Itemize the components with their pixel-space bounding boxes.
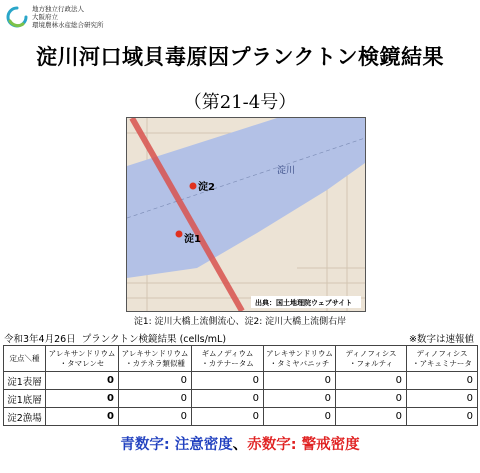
results-meta [4, 331, 226, 345]
sampling-map [126, 117, 366, 312]
species-name-line1: アレキサンドリウム [121, 348, 189, 358]
marker-yodo2-label: 淀2 [198, 182, 215, 193]
alert-density-label: 赤数字: 警戒密度 [247, 437, 360, 453]
species-name-line2: ・アキュミナータ [412, 358, 472, 368]
page-title: 淀川河口域貝毒原因プランクトン検鏡結果 [35, 45, 445, 69]
cell-count: 0 [407, 390, 478, 408]
species-header [407, 346, 478, 372]
table-body [4, 372, 478, 426]
station-label: 淀2漁場 [4, 408, 46, 426]
cell-count: 0 [46, 390, 119, 408]
table-row [4, 372, 478, 390]
cell-count: 0 [264, 372, 336, 390]
species-name-line1: アレキサンドリウム [48, 348, 116, 358]
org-line-2: 大阪府立 [32, 13, 58, 22]
species-header [119, 346, 192, 372]
cell-count: 0 [407, 408, 478, 426]
species-name-line1: ディノフィシス [416, 348, 468, 358]
cell-count: 0 [46, 408, 119, 426]
corner-header: 定点＼種 [4, 346, 46, 372]
species-name-line1: ギムノディウム [201, 348, 254, 358]
species-name-line1: ディノフィシス [345, 348, 397, 358]
cell-count: 0 [192, 372, 264, 390]
unit-label: (cells/mL) [179, 334, 227, 345]
results-heading: プランクトン検鏡結果 [81, 334, 177, 345]
cell-count: 0 [264, 408, 336, 426]
species-header [46, 346, 119, 372]
legend-separator: 、 [232, 437, 248, 453]
organization-name [32, 5, 104, 30]
cell-count: 0 [119, 372, 192, 390]
density-legend [0, 433, 480, 454]
org-line-3: 環境農林水産総合研究所 [32, 21, 104, 30]
cell-count: 0 [336, 372, 407, 390]
cell-count: 0 [119, 390, 192, 408]
species-name-line2: ・カテナータム [201, 358, 254, 368]
table-row [4, 390, 478, 408]
map-source-credit: 出典：国土地理院ウェブサイト [255, 299, 353, 307]
map-graphic [127, 118, 365, 311]
cell-count: 0 [192, 408, 264, 426]
preliminary-note: ※数字は速報値 [409, 334, 474, 345]
station-label: 淀1表層 [4, 372, 46, 390]
cell-count: 0 [119, 408, 192, 426]
cell-count: 0 [336, 390, 407, 408]
table-header-row [4, 346, 478, 372]
cell-count: 0 [46, 372, 119, 390]
sample-date: 令和3年4月26日 [4, 334, 76, 345]
cell-count: 0 [407, 372, 478, 390]
caution-density-label: 青数字: 注意密度 [120, 437, 233, 453]
cell-count: 0 [336, 408, 407, 426]
issue-number: （第21-4号） [183, 92, 297, 113]
marker-yodo1-label: 淀1 [184, 234, 201, 245]
cell-count: 0 [264, 390, 336, 408]
species-header [336, 346, 407, 372]
species-name-line2: ・カテネラ類似種 [125, 358, 185, 368]
species-name-line2: ・タミヤバニッチ [269, 358, 330, 368]
species-name-line2: ・タマレンセ [59, 358, 105, 368]
map-legend-note: 淀1: 淀川大橋上流側流心、淀2: 淀川大橋上流側右岸 [133, 317, 347, 327]
species-name-line1: アレキサンドリウム [266, 348, 333, 358]
table-row [4, 408, 478, 426]
species-header [264, 346, 336, 372]
institute-logo-icon [6, 6, 28, 28]
station-label: 淀1底層 [4, 390, 46, 408]
cell-count: 0 [192, 390, 264, 408]
results-table [3, 345, 478, 426]
river-label: 淀川 [277, 166, 296, 176]
species-header [192, 346, 264, 372]
marker-yodo1 [176, 231, 183, 238]
species-name-line2: ・フォルティ [348, 358, 394, 368]
marker-yodo2 [190, 183, 197, 190]
org-line-1: 地方独立行政法人 [32, 5, 84, 13]
